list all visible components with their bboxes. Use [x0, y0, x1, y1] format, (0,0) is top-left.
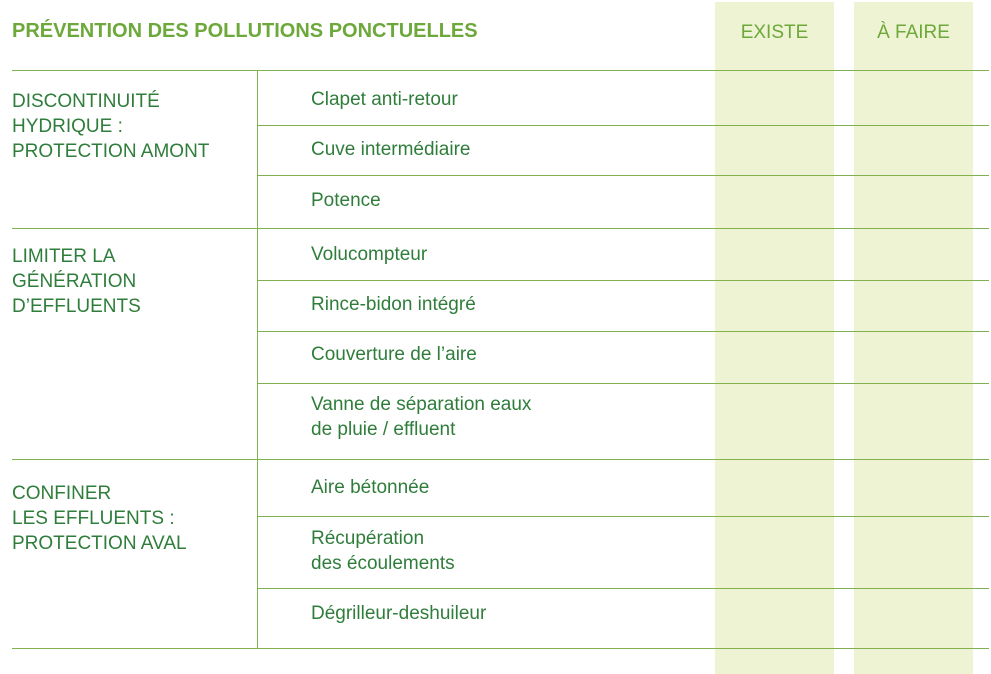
item-clapet-anti-retour: Clapet anti-retour [311, 89, 458, 110]
item-couverture-aire: Couverture de l’aire [311, 344, 477, 365]
a-faire-cell-clapet[interactable] [854, 71, 973, 125]
a-faire-cell-vanne[interactable] [854, 384, 973, 459]
existe-cell-clapet[interactable] [715, 71, 834, 125]
page-title: PRÉVENTION DES POLLUTIONS PONCTUELLES [12, 20, 478, 42]
a-faire-cell-rince-bidon[interactable] [854, 281, 973, 331]
existe-cell-potence[interactable] [715, 176, 834, 228]
item-potence: Potence [311, 190, 381, 211]
a-faire-cell-aire-betonnee[interactable] [854, 460, 973, 516]
a-faire-cell-volucompteur[interactable] [854, 229, 973, 280]
item-vanne-separation: Vanne de séparation eaux de pluie / effluent [311, 394, 532, 440]
item-cuve-intermediaire: Cuve intermédiaire [311, 139, 471, 160]
existe-cell-couverture[interactable] [715, 332, 834, 383]
group-divider [12, 228, 989, 229]
group-label-limiter: LIMITER LA GÉNÉRATION D’EFFLUENTS [12, 246, 141, 317]
item-aire-betonnee: Aire bétonnée [311, 477, 430, 498]
item-volucompteur: Volucompteur [311, 244, 428, 265]
item-degrilleur-deshuileur: Dégrilleur-deshuileur [311, 603, 487, 624]
a-faire-cell-recuperation[interactable] [854, 517, 973, 588]
existe-cell-cuve[interactable] [715, 126, 834, 175]
existe-cell-volucompteur[interactable] [715, 229, 834, 280]
existe-cell-rince-bidon[interactable] [715, 281, 834, 331]
column-header-existe: EXISTE [740, 22, 809, 43]
item-rince-bidon: Rince-bidon intégré [311, 294, 476, 315]
a-faire-cell-degrilleur[interactable] [854, 589, 973, 648]
group-column-divider [257, 70, 258, 649]
existe-cell-degrilleur[interactable] [715, 589, 834, 648]
group-label-confiner: CONFINER LES EFFLUENTS : PROTECTION AVAL [12, 483, 187, 554]
a-faire-cell-couverture[interactable] [854, 332, 973, 383]
existe-cell-recuperation[interactable] [715, 517, 834, 588]
group-label-discontinuite: DISCONTINUITÉ HYDRIQUE : PROTECTION AMONT [12, 91, 210, 162]
header-divider [12, 70, 989, 71]
a-faire-cell-potence[interactable] [854, 176, 973, 228]
item-recuperation-ecoulements: Récupération des écoulements [311, 528, 455, 574]
existe-cell-vanne[interactable] [715, 384, 834, 459]
column-header-a-faire: À FAIRE [877, 22, 950, 43]
bottom-divider [12, 648, 989, 649]
a-faire-cell-cuve[interactable] [854, 126, 973, 175]
group-divider [12, 459, 989, 460]
existe-cell-aire-betonnee[interactable] [715, 460, 834, 516]
